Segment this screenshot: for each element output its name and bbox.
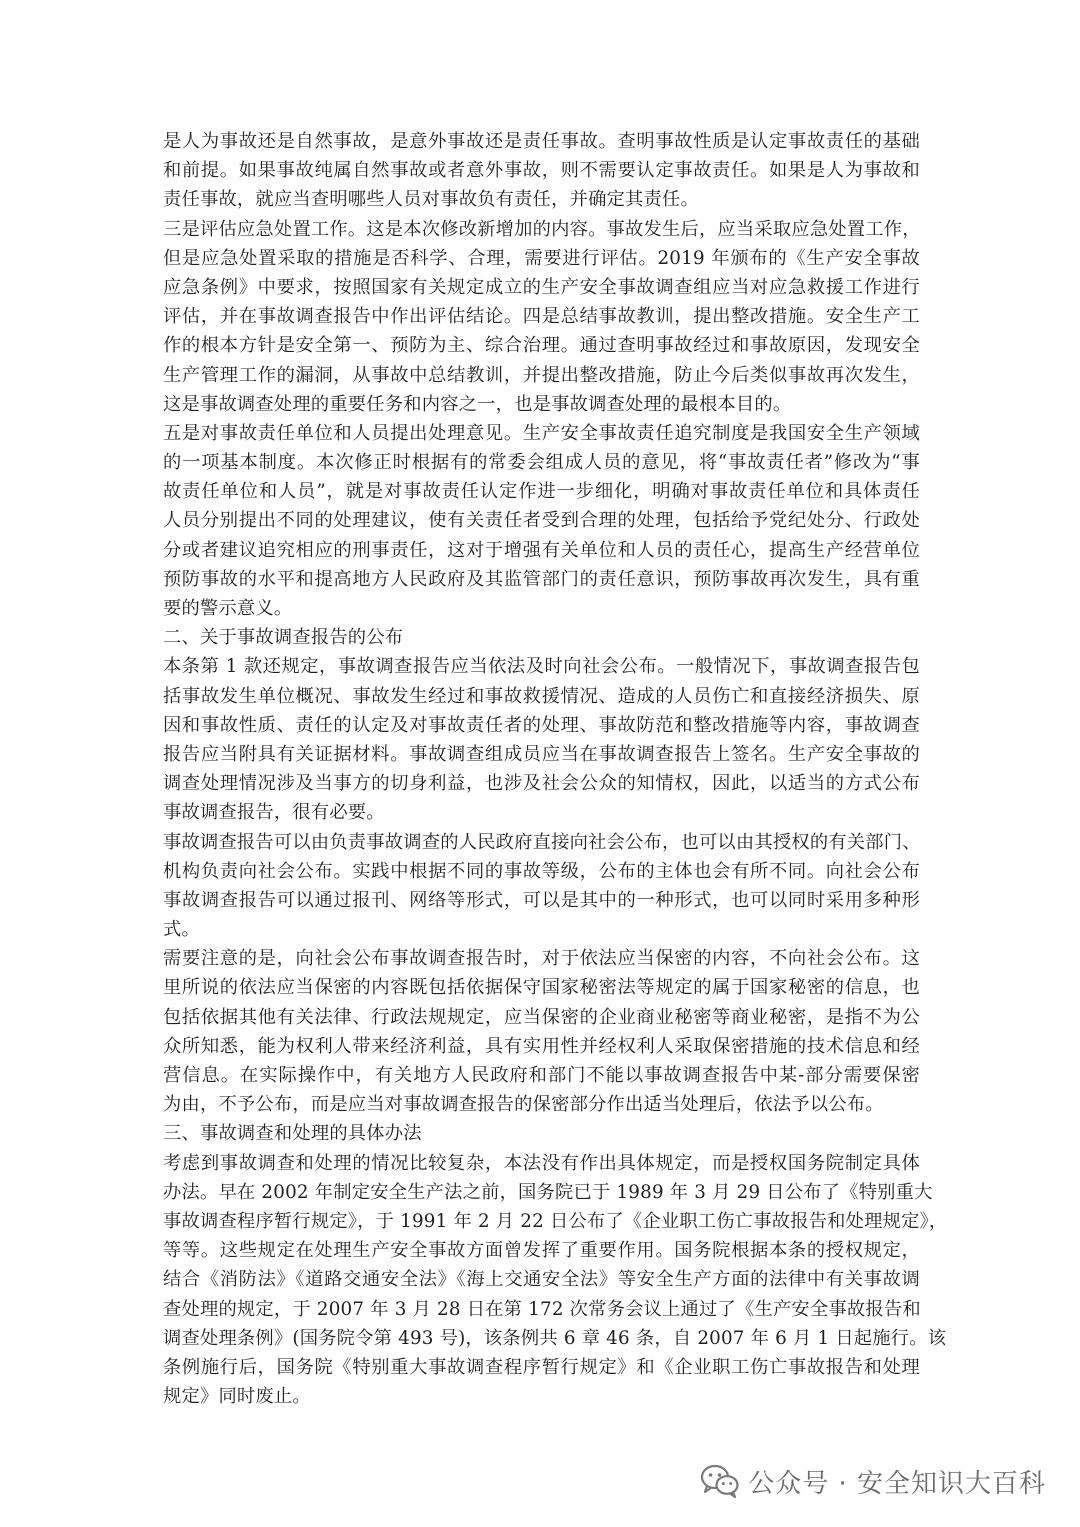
text-line: 里所说的依法应当保密的内容既包括依据保守国家秘密法等规定的属于国家秘密的信息，也 [163, 977, 920, 999]
text-line: 调查处理情况涉及当事方的切身利益，也涉及社会公众的知情权，因此，以适当的方式公布 [163, 773, 920, 795]
text-line: 营信息。在实际操作中，有关地方人民政府和部门不能以事故调查报告中某-部分需要保密 [163, 1065, 920, 1086]
text-line: 包括依据其他有关法律、行政法规规定，应当保密的企业商业秘密等商业秘密，是指不为公 [163, 1006, 920, 1028]
text-line: 但是应急处置采取的措施是否科学、合理，需要进行评估。2019 年颁布的《生产安全事故 [163, 247, 920, 269]
text-line: 责任事故，就应当查明哪些人员对事故负有责任，并确定其责任。 [163, 189, 699, 211]
text-line: 考虑到事故调查和处理的情况比较复杂，本法没有作出具体规定，而是授权国务院制定具体 [163, 1152, 920, 1174]
text-line: 事故调查程序暂行规定》，于 1991 年 2 月 22 日公布了《企业职工伤亡事故报告和处理规定》， [163, 1210, 948, 1232]
wechat-icon [700, 1464, 740, 1498]
text-line: 故责任单位和人员”，就是对事故责任认定作进一步细化，明确对事故责任单位和具体责任 [163, 481, 920, 503]
text-line: 三、事故调查和处理的具体办法 [163, 1123, 422, 1145]
text-line: 等等。这些规定在处理生产安全事故方面曾发挥了重要作用。国务院根据本条的授权规定， [163, 1240, 920, 1262]
text-line: 条例施行后，国务院《特别重大事故调查程序暂行规定》和《企业职工伤亡事故报告和处理 [163, 1356, 920, 1378]
text-line: 和前提。如果事故纯属自然事故或者意外事故，则不需要认定事故责任。如果是人为事故和 [163, 160, 920, 182]
text-line: 结合《消防法》《道路交通安全法》《海上交通安全法》等安全生产方面的法律中有关事故调 [163, 1269, 920, 1291]
text-line: 分或者建议追究相应的刑事责任，这对于增强有关单位和人员的责任心，提高生产经营单位 [163, 539, 920, 561]
text-line: 作的根本方针是安全第一、预防为主、综合治理。通过查明事故经过和事故原因，发现安全 [163, 335, 920, 357]
text-line: 事故调查报告可以由负责事故调查的人民政府直接向社会公布，也可以由其授权的有关部门、 [163, 831, 921, 853]
text-line: 调查处理条例》(国务院令第 493 号)，该条例共 6 章 46 条，自 2007 年 6 月 1 日起施行。该 [163, 1327, 947, 1349]
text-line: 为由，不予公布，而是应当对事故调查报告的保密部分作出适当处理后，依法予以公布。 [163, 1094, 884, 1116]
text-line: 括事故发生单位概况、事故发生经过和事故救援情况、造成的人员伤亡和直接经济损失、原 [163, 685, 920, 707]
watermark [700, 1461, 1046, 1501]
text-line: 众所知悉，能为权利人带来经济利益，具有实用性并经权利人采取保密措施的技术信息和经 [163, 1035, 920, 1057]
text-line: 的一项基本制度。本次修正时根据有的常委会组成人员的意见，将“事故责任者”修改为“事 [163, 452, 920, 474]
text-line: 式。 [163, 919, 200, 941]
text-line: 评估，并在事故调查报告中作出评估结论。四是总结事故教训，提出整改措施。安全生产工 [163, 306, 920, 328]
text-line: 应急条例》中要求，按照国家有关规定成立的生产安全事故调查组应当对应急救援工作进行 [163, 276, 920, 298]
text-line: 三是评估应急处置工作。这是本次修改新增加的内容。事故发生后，应当采取应急处置工作， [163, 218, 921, 240]
watermark-text: 公众号 · 安全知识大百科 [748, 1468, 1046, 1499]
text-line: 报告应当附具有关证据材料。事故调查组成员应当在事故调查报告上签名。生产安全事故的 [163, 743, 920, 765]
text-line: 是人为事故还是自然事故，是意外事故还是责任事故。查明事故性质是认定事故责任的基础 [163, 131, 920, 152]
text-line: 事故调查报告可以通过报刊、网络等形式，可以是其中的一种形式，也可以同时采用多种形 [163, 889, 920, 911]
text-line: 事故调查报告，很有必要。 [163, 802, 385, 824]
text-line: 本条第 1 款还规定，事故调查报告应当依法及时向社会公布。一般情况下，事故调查报告包 [163, 656, 920, 678]
text-line: 查处理的规定，于 2007 年 3 月 28 日在第 172 次常务会议上通过了《生产安全事故报告和 [163, 1298, 921, 1320]
text-line: 生产管理工作的漏洞，从事故中总结教训，并提出整改措施，防止今后类似事故再次发生， [163, 364, 920, 386]
text-line: 人员分别提出不同的处理建议，使有关责任者受到合理的处理，包括给予党纪处分、行政处 [163, 510, 920, 532]
text-line: 二、关于事故调查报告的公布 [163, 627, 404, 649]
text-line: 规定》同时废止。 [163, 1386, 311, 1408]
text-line: 需要注意的是，向社会公布事故调查报告时，对于依法应当保密的内容，不向社会公布。这 [163, 948, 920, 970]
text-line: 办法。早在 2002 年制定安全生产法之前，国务院已于 1989 年 3 月 29 日公布了《特别重大 [163, 1181, 933, 1203]
text-line: 这是事故调查处理的重要任务和内容之一，也是事故调查处理的最根本目的。 [163, 393, 792, 415]
text-line: 因和事故性质、责任的认定及对事故责任者的处理、事故防范和整改措施等内容，事故调查 [163, 714, 920, 736]
text-line: 五是对事故责任单位和人员提出处理意见。生产安全事故责任追究制度是我国安全生产领域 [163, 422, 920, 444]
text-line: 要的警示意义。 [163, 598, 293, 619]
text-line: 机构负责向社会公布。实践中根据不同的事故等级，公布的主体也会有所不同。向社会公布 [163, 860, 920, 882]
document-body [163, 127, 948, 1411]
text-line: 预防事故的水平和提高地方人民政府及其监管部门的责任意识，预防事故再次发生，具有重 [163, 568, 920, 590]
